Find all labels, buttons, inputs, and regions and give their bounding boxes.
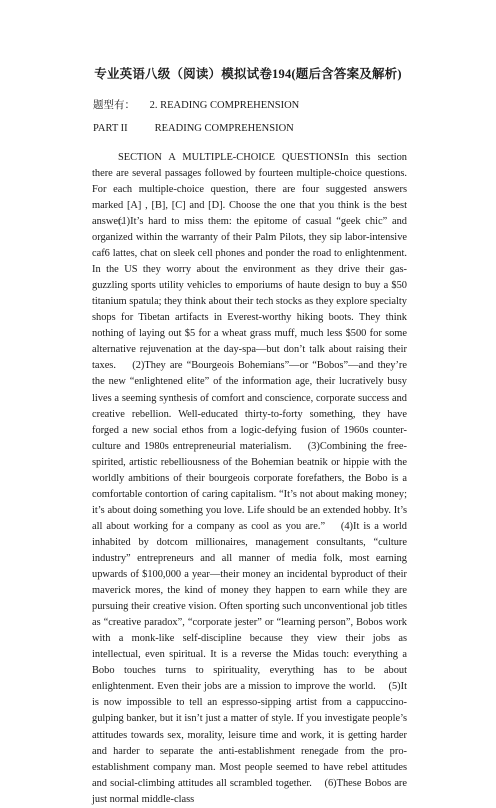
passage-paragraph-2: (2)They are “Bourgeois Bohemians”—or “Bobos”—and they’re the new “enlightened elite” of the information age, their lucratively busy lives a seeming synthesis of comfort and conscience, corporate success and creative rebellion. Well-educated thirty-to-forty something, they have forged a new social ethos from a logic-defying fusion of 1960s counter-culture and 1980s entrepreneurial materialism. [92, 360, 407, 452]
passage-paragraph-1: (1)It’s hard to miss them: the epitome of casual “geek chic” and organized within the warranty of their Palm Pilots, they sip labor-intensive caf6 lattes, chat on sleek cell phones and ponder the road to enlightenment. In the US they worry about the environment as they drive their gas-guzzling sports utility vehicles to emporiums of haute design to buy a $50 titanium spatula; they think about their tech stocks as they explore specialty shops for Tibetan artifacts in Everest-worthy hiking boots. They think nothing of laying out $5 for a wheat grass muff, much less $500 for some alternative rejuvenation at the day-spa—but don’t talk about raising their taxes. [92, 216, 407, 372]
part-value: READING COMPREHENSION [154, 123, 294, 134]
part-heading-row [93, 123, 294, 134]
passage-paragraph-6: (6)These Bobos are just normal middle-class [92, 777, 407, 805]
part-label: PART II [93, 123, 128, 134]
question-type-label: 题型有： [93, 100, 135, 111]
section-instructions: SECTION A MULTIPLE-CHOICE QUESTIONSIn this section there are several passages followed by fourteen multiple-choice questions. For each multiple-choice question, there are four suggested answers marked [A] , [B], [C] and [D]. Choose the one that you think is the best answer. [92, 152, 407, 228]
passage-paragraph-5: (5)It is now impossible to tell an espresso-sipping artist from a cappuccino-gulping banker, but it isn’t just a matter of style. If you investigate people’s attitudes towards sex, morality, leisure time and work, it is getting harder and harder to separate the anti-establishment renegade from the pro-establishment company man. Most people seemed to have rebel attitudes and social-climbing attitudes all scrambled together. [92, 681, 407, 789]
question-type-value: 2. READING COMPREHENSION [149, 100, 300, 111]
document-title: 专业英语八级（阅读）模拟试卷194(题后含答案及解析) [94, 67, 402, 81]
passage-paragraph-4: (4)It is a world inhabited by dotcom millionaires, management consultants, “culture industry” entrepreneurs and all manner of media folk, most earning upwards of $100,000 a year—their money an incidental byproduct of their maverick mores, the kind of money they happen to earn while they are pursuing their creative vision. Often sporting such unconventional job titles as “creative paradox”, “corporate jester” or “learning person”, Bobos work with a monk-like self-discipline because they view their jobs as intellectual, even spiritual. It is a reverse the Midas touch: everything a Bobo touches turns to spirituality, everything has to be about enlightenment. Even their jobs are a mission to improve the world. [92, 520, 408, 693]
reading-passage [92, 214, 407, 808]
question-type-row [93, 97, 299, 112]
passage-paragraph-3: (3)Combining the free-spirited, artistic rebelliousness of the Bohemian beatnik or hippie with the worldly ambitions of their bourgeois corporate forefathers, the Bobo is a comfortable contortion of caring capitalism. “It’s not about making money; it’s about doing something you love. Life should be an extended hobby. It’s all about working for a company as cool as you are.” [92, 440, 408, 532]
